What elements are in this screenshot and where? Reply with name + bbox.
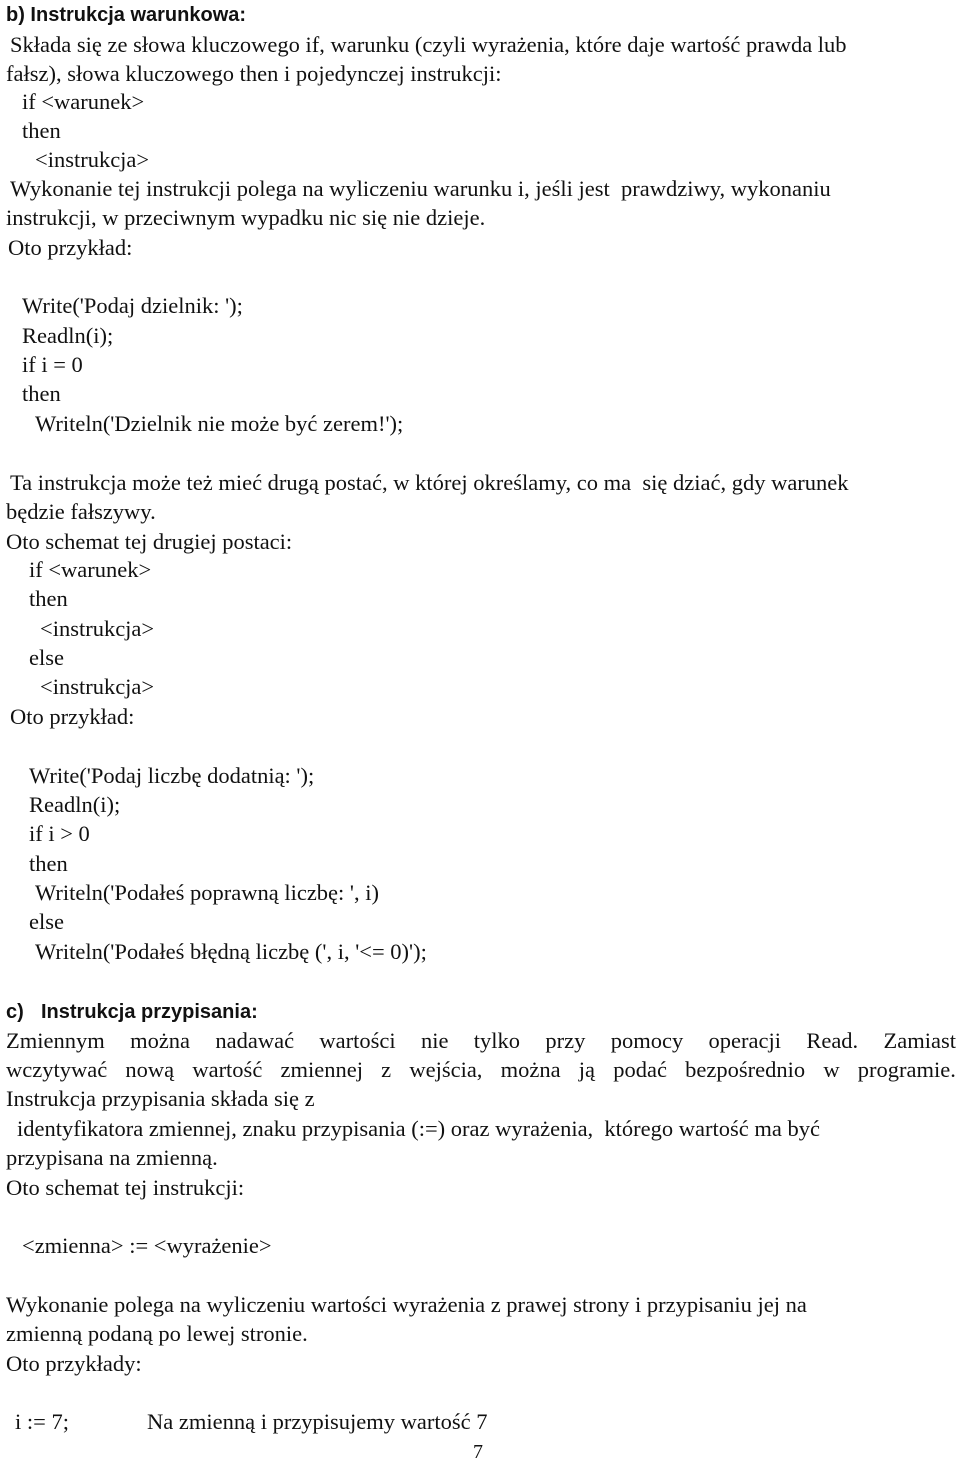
word: ją [578,1057,596,1082]
examples-intro: Oto przykłady: [6,1351,142,1376]
schema-line: then [22,118,61,143]
word: z [381,1057,392,1082]
example-comment: Na zmienną i przypisujemy wartość 7 [147,1409,488,1434]
word: nową [125,1057,175,1082]
code-line: Write('Podaj dzielnik: '); [22,293,243,318]
justified-line-1 [6,1027,956,1055]
schema-line: if <warunek> [22,89,145,114]
word: Zmiennym [6,1028,105,1053]
schema-line: <instrukcja> [40,674,155,699]
word: operacji [708,1028,781,1053]
code-line: Writeln('Dzielnik nie może być zerem!'); [35,411,404,436]
word: przy [545,1028,586,1053]
paragraph-line: zmienną podaną po lewej stronie. [6,1321,308,1346]
justified-line-2 [6,1056,956,1084]
schema-intro: Oto schemat tej instrukcji: [6,1175,245,1200]
paragraph-line: identyfikatora zmiennej, znaku przypisania (:=) oraz wyrażenia, którego wartość ma być [17,1116,820,1141]
word: wartości [319,1028,396,1053]
word: nie [420,1028,449,1053]
code-line: then [29,851,68,876]
word: bezpośrednio [685,1057,806,1082]
code-line: else [29,909,64,934]
word: wczytywać [6,1057,108,1082]
word: pomocy [610,1028,684,1053]
paragraph-line: Ta instrukcja może też mieć drugą postać, w której określamy, co ma się dziać, gdy warunek [10,470,849,495]
word: podać [613,1057,667,1082]
schema-intro: Oto schemat tej drugiej postaci: [6,529,293,554]
paragraph-line: Składa się ze słowa kluczowego if, warunku (czyli wyrażenia, które daje wartość prawda lub [10,32,847,57]
example-intro: Oto przykład: [10,704,135,729]
paragraph-line: Wykonanie tej instrukcji polega na wyliczeniu warunku i, jeśli jest prawdziwy, wykonaniu [10,176,831,201]
word: Read. [806,1028,859,1053]
word: można [130,1028,191,1053]
word: zmiennej [280,1057,363,1082]
code-line: Writeln('Podałeś poprawną liczbę: ', i) [35,880,379,905]
word: wejścia, [409,1057,483,1082]
code-line: if i = 0 [22,352,83,377]
section-c-heading-prefix: c) [6,1001,24,1023]
paragraph-line: instrukcji, w przeciwnym wypadku nic się nie dzieje. [6,205,486,230]
word: wartość [192,1057,263,1082]
paragraph-line: fałsz), słowa kluczowego then i pojedynczej instrukcji: [6,61,502,86]
code-line: Writeln('Podałeś błędną liczbę (', i, '<= 0)'); [35,939,427,964]
code-line: Readln(i); [22,323,114,348]
schema-line: <instrukcja> [35,147,150,172]
word: programie. [857,1057,956,1082]
schema-line: <zmienna> := <wyrażenie> [22,1233,272,1258]
schema-line: then [29,586,68,611]
example-code: i := 7; [15,1409,69,1434]
paragraph-line: przypisana na zmienną. [6,1145,218,1170]
code-line: Write('Podaj liczbę dodatnią: '); [29,763,315,788]
paragraph-line: Wykonanie polega na wyliczeniu wartości wyrażenia z prawej strony i przypisaniu jej na [6,1292,807,1317]
section-c-heading: Instrukcja przypisania: [41,1001,258,1023]
schema-line: else [29,645,64,670]
word: tylko [473,1028,521,1053]
word: w [823,1057,840,1082]
code-line: if i > 0 [29,821,90,846]
section-b-heading: b) Instrukcja warunkowa: [6,4,247,26]
word: można [500,1057,561,1082]
code-line: then [22,381,61,406]
word: Zamiast [883,1028,956,1053]
schema-line: if <warunek> [29,557,152,582]
code-line: Readln(i); [29,792,121,817]
paragraph-line: Instrukcja przypisania składa się z [6,1086,315,1111]
word: nadawać [215,1028,295,1053]
paragraph-line: będzie fałszywy. [6,499,156,524]
schema-line: <instrukcja> [40,616,155,641]
example-intro: Oto przykład: [8,235,133,260]
page-number: 7 [473,1441,483,1463]
